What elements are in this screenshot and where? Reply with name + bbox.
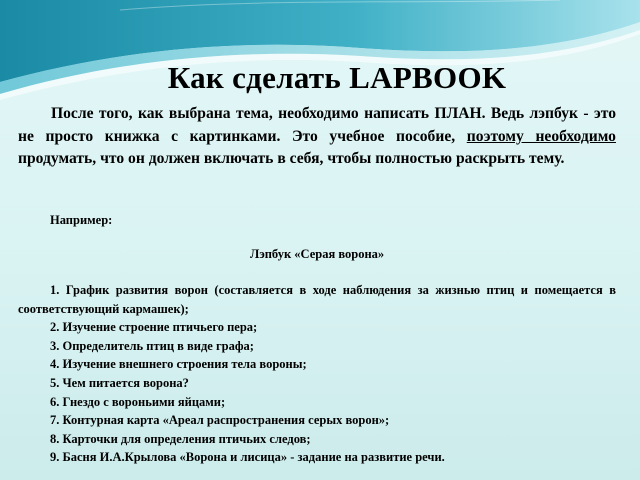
list-item: 6. Гнездо с вороньими яйцами;: [50, 394, 226, 409]
page-title: Как сделать LAPBOOK: [167, 60, 507, 95]
plan-list: [18, 281, 616, 467]
list-item: 1. График развития ворон (составляется в ходе наблюдения за жизнью птиц и помещается в соответствующий кармашек);: [18, 283, 616, 316]
intro-text-1: После того, как выбрана тема, необходимо написать ПЛАН. Ведь лэпбук - это не просто книжка с картинками. Это учебное пособие,: [18, 105, 616, 145]
list-item: 7. Контурная карта «Ареал распространения серых ворон»;: [50, 413, 390, 428]
list-item: 4. Изучение внешнего строения тела вороны;: [50, 357, 307, 372]
intro-paragraph: [18, 103, 616, 171]
intro-text-2: продумать, что он должен включать в себя, чтобы полностью раскрыть тему.: [18, 150, 565, 167]
list-item: 2. Изучение строение птичьего пера;: [50, 320, 258, 335]
book-title: Лэпбук «Серая ворона»: [250, 247, 385, 261]
intro-underlined-text: поэтому необходимо: [466, 127, 616, 145]
list-item: 5. Чем питается ворона?: [50, 375, 189, 390]
list-item: 8. Карточки для определения птичьих следов;: [50, 431, 311, 446]
example-label: Например:: [50, 213, 113, 227]
list-item: 3. Определитель птиц в виде графа;: [50, 338, 254, 353]
list-item: 9. Басня И.А.Крылова «Ворона и лисица» - задание на развитие речи.: [50, 450, 445, 465]
